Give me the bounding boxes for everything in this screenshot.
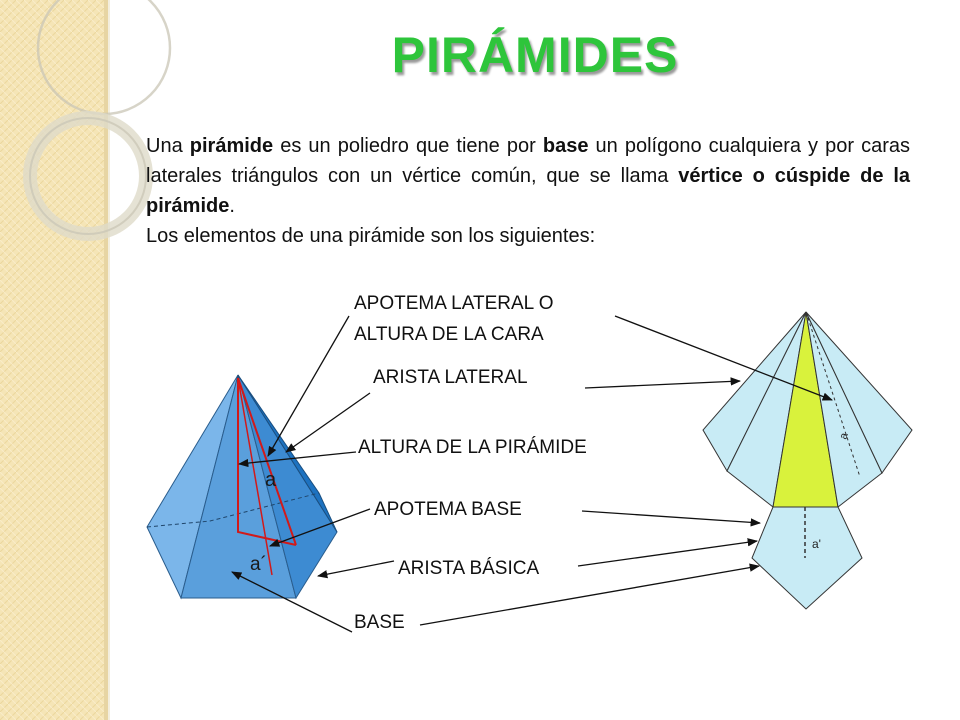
net-base-apothem-mark: a' — [812, 537, 821, 551]
intro-text-2: es un poliedro que tiene por — [273, 135, 543, 157]
intro-text-1: Una — [146, 135, 190, 157]
pyramid-base-apothem-mark: a´ — [250, 554, 267, 575]
pyramid-figure — [147, 375, 337, 598]
intro-bold-base: base — [542, 135, 589, 157]
arrow-apotema-base-right — [582, 511, 760, 523]
slide-title: PIRÁMIDES — [391, 27, 679, 83]
intro-text-4: . — [229, 195, 235, 217]
label-apotema-lateral-line2: ALTURA DE LA CARA — [354, 324, 544, 345]
intro-bold-vertice: vértice o cúspide de la pirámide — [146, 165, 911, 217]
net-base — [752, 507, 862, 609]
label-altura-piramide: ALTURA DE LA PIRÁMIDE — [358, 437, 587, 458]
label-arista-lateral: ARISTA LATERAL — [373, 367, 528, 388]
intro-text-3: un polígono cualquiera y por caras laterales triángulos con un vértice común, que se llama — [146, 135, 911, 187]
label-apotema-lateral-line1: APOTEMA LATERAL O — [354, 293, 554, 314]
arrow-arista-lateral-right — [585, 381, 740, 388]
label-apotema-base: APOTEMA BASE — [374, 499, 522, 520]
arrow-apotema-lateral-left — [268, 316, 349, 456]
arrow-arista-basica-right — [578, 541, 757, 566]
intro-bold-piramide: pirámide — [189, 135, 274, 157]
label-base: BASE — [354, 612, 405, 633]
label-arista-basica: ARISTA BÁSICA — [398, 558, 540, 579]
arrow-arista-basica-left — [318, 561, 394, 576]
pyramid-apothem-mark: a — [265, 469, 277, 491]
net-apothem-mark: a — [837, 431, 851, 441]
intro-line-2: Los elementos de una pirámide son los siguientes: — [146, 225, 596, 247]
pyramid-net-figure — [703, 312, 912, 609]
